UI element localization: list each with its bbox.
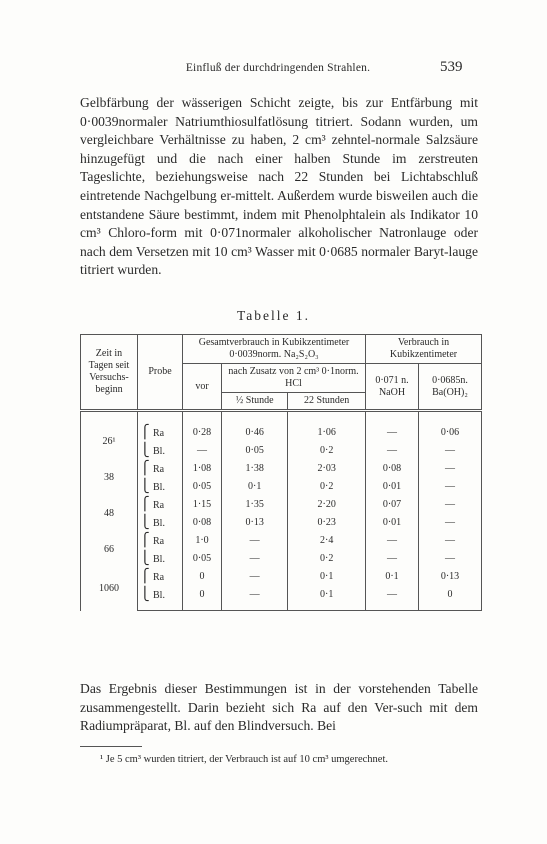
table-row xyxy=(81,411,482,443)
cell-h22: 1·06 xyxy=(288,411,366,443)
cell-half: 0·05 xyxy=(222,442,288,460)
cell-probe xyxy=(138,442,183,460)
cell-vor: 0 xyxy=(183,586,222,611)
cell-zeit: 66 xyxy=(81,532,138,568)
cell-probe xyxy=(138,568,183,586)
brace-icon: ⎧ xyxy=(140,424,153,439)
probe-label: Ra xyxy=(153,428,165,439)
cell-vor: — xyxy=(183,442,222,460)
cell-vor: 1·15 xyxy=(183,496,222,514)
brace-icon: ⎩ xyxy=(140,586,153,601)
brace-icon: ⎩ xyxy=(140,442,153,457)
cell-vor: 0 xyxy=(183,568,222,586)
cell-h22: 0·2 xyxy=(288,550,366,568)
cell-zeit: 38 xyxy=(81,460,138,496)
brace-icon: ⎧ xyxy=(140,460,153,475)
cell-naoh: — xyxy=(366,442,419,460)
probe-label: Bl. xyxy=(153,446,165,457)
cell-baoh: — xyxy=(419,532,482,550)
col-naoh: 0·071 n. NaOH xyxy=(366,364,419,411)
cell-vor: 0·28 xyxy=(183,411,222,443)
table-row xyxy=(81,514,482,532)
table-row xyxy=(81,586,482,611)
probe-label: Ra xyxy=(153,536,165,547)
cell-naoh: 0·08 xyxy=(366,460,419,478)
col-nach: nach Zusatz von 2 cm³ 0·1norm. HCl xyxy=(222,364,366,393)
cell-h22: 2·4 xyxy=(288,532,366,550)
cell-h22: 2·03 xyxy=(288,460,366,478)
table-row xyxy=(81,442,482,460)
table-row xyxy=(81,532,482,550)
col-verbrauch: Verbrauch in Kubikzentimeter xyxy=(366,335,482,364)
col-probe: Probe xyxy=(138,335,183,411)
cell-baoh: — xyxy=(419,460,482,478)
paragraph-2: Das Ergebnis dieser Bestimmungen ist in der vorstehenden Tabelle zusammengestellt. Darin bezieht sich Ra auf den Ver-such mit dem Radiumpräparat, Bl. auf den Blindversuch. Bei xyxy=(80,681,478,734)
cell-naoh: 0·07 xyxy=(366,496,419,514)
cell-probe xyxy=(138,532,183,550)
cell-h22: 0·2 xyxy=(288,478,366,496)
probe-label: Bl. xyxy=(153,518,165,529)
col-vor: vor xyxy=(183,364,222,411)
table-row xyxy=(81,568,482,586)
cell-baoh: 0·13 xyxy=(419,568,482,586)
cell-baoh: 0 xyxy=(419,586,482,611)
cell-zeit: 1060 xyxy=(81,568,138,611)
cell-baoh: — xyxy=(419,550,482,568)
cell-half: — xyxy=(222,532,288,550)
col-zeit: Zeit in Tagen seit Versuchs-beginn xyxy=(81,335,138,411)
probe-label: Bl. xyxy=(153,590,165,601)
cell-naoh: 0·01 xyxy=(366,514,419,532)
brace-icon: ⎧ xyxy=(140,532,153,547)
cell-baoh: 0·06 xyxy=(419,411,482,443)
cell-h22: 2·20 xyxy=(288,496,366,514)
cell-naoh: — xyxy=(366,550,419,568)
brace-icon: ⎩ xyxy=(140,478,153,493)
cell-half: 0·46 xyxy=(222,411,288,443)
cell-half: 0·13 xyxy=(222,514,288,532)
paragraph-1: Gelbfärbung der wässerigen Schicht zeigte, bis zur Entfärbung mit 0·0039normaler Natriumthiosulfatlösung titriert. Sodann wurden, um vergleichbare Verhältnisse zu haben, 2 cm³ zehntel-normale Salzsäure hinzugefügt und die nach einer halben Stunde im zerstreuten Tageslichte, beziehungsweise nach 22 Stunden bei Lichtabschluß eintretende Nachgelbung er-mittelt. Außerdem wurde bisweilen auch die entstandene Säure bestimmt, indem mit Phenolphtalein als Indikator 10 cm³ Chloro-form mit 0·071normaler alkoholischer Natronlauge oder nach dem Versetzen mit 10 cm³ Wasser mit 0·0685 normaler Baryt-lauge titriert wurden. xyxy=(80,95,478,278)
cell-probe xyxy=(138,550,183,568)
table-row xyxy=(81,460,482,478)
table-row xyxy=(81,478,482,496)
cell-probe xyxy=(138,496,183,514)
cell-zeit: 48 xyxy=(81,496,138,532)
cell-probe xyxy=(138,478,183,496)
cell-naoh: — xyxy=(366,411,419,443)
col-baoh: 0·0685n. Ba(OH)₂ xyxy=(419,364,482,411)
cell-baoh: — xyxy=(419,442,482,460)
cell-probe xyxy=(138,460,183,478)
cell-h22: 0·23 xyxy=(288,514,366,532)
cell-baoh: — xyxy=(419,496,482,514)
brace-icon: ⎩ xyxy=(140,550,153,565)
cell-half: — xyxy=(222,550,288,568)
running-header: Einfluß der durchdringenden Strahlen. xyxy=(185,62,371,74)
cell-vor: 0·08 xyxy=(183,514,222,532)
col-gesamt: Gesamtverbrauch in Kubikzentimeter 0·0039norm. Na₂S₂O₃ xyxy=(183,335,366,364)
table-caption: Tabelle 1. xyxy=(236,308,311,323)
page-number: 539 xyxy=(440,59,463,75)
cell-half: 1·35 xyxy=(222,496,288,514)
cell-half: — xyxy=(222,586,288,611)
table-row xyxy=(81,550,482,568)
brace-icon: ⎩ xyxy=(140,514,153,529)
col-half: ½ Stunde xyxy=(222,393,288,411)
probe-label: Ra xyxy=(153,464,165,475)
probe-label: Ra xyxy=(153,572,165,583)
probe-label: Ra xyxy=(153,500,165,511)
cell-probe xyxy=(138,411,183,443)
probe-label: Bl. xyxy=(153,482,165,493)
cell-h22: 0·1 xyxy=(288,586,366,611)
footnote: ¹ Je 5 cm³ wurden titriert, der Verbrauch ist auf 10 cm³ umgerechnet. xyxy=(100,754,388,765)
probe-label: Bl. xyxy=(153,554,165,565)
cell-vor: 1·08 xyxy=(183,460,222,478)
cell-vor: 1·0 xyxy=(183,532,222,550)
cell-naoh: 0·01 xyxy=(366,478,419,496)
cell-probe xyxy=(138,514,183,532)
cell-naoh: 0·1 xyxy=(366,568,419,586)
cell-half: 0·1 xyxy=(222,478,288,496)
cell-half: 1·38 xyxy=(222,460,288,478)
brace-icon: ⎧ xyxy=(140,496,153,511)
cell-naoh: — xyxy=(366,532,419,550)
footnote-rule xyxy=(80,746,142,747)
cell-h22: 0·2 xyxy=(288,442,366,460)
cell-probe xyxy=(138,586,183,611)
table-row xyxy=(81,496,482,514)
data-table xyxy=(80,334,482,611)
cell-half: — xyxy=(222,568,288,586)
cell-naoh: — xyxy=(366,586,419,611)
cell-vor: 0·05 xyxy=(183,478,222,496)
cell-vor: 0·05 xyxy=(183,550,222,568)
brace-icon: ⎧ xyxy=(140,568,153,583)
cell-baoh: — xyxy=(419,478,482,496)
cell-h22: 0·1 xyxy=(288,568,366,586)
cell-zeit: 26¹ xyxy=(81,411,138,461)
cell-baoh: — xyxy=(419,514,482,532)
col-22h: 22 Stunden xyxy=(288,393,366,411)
